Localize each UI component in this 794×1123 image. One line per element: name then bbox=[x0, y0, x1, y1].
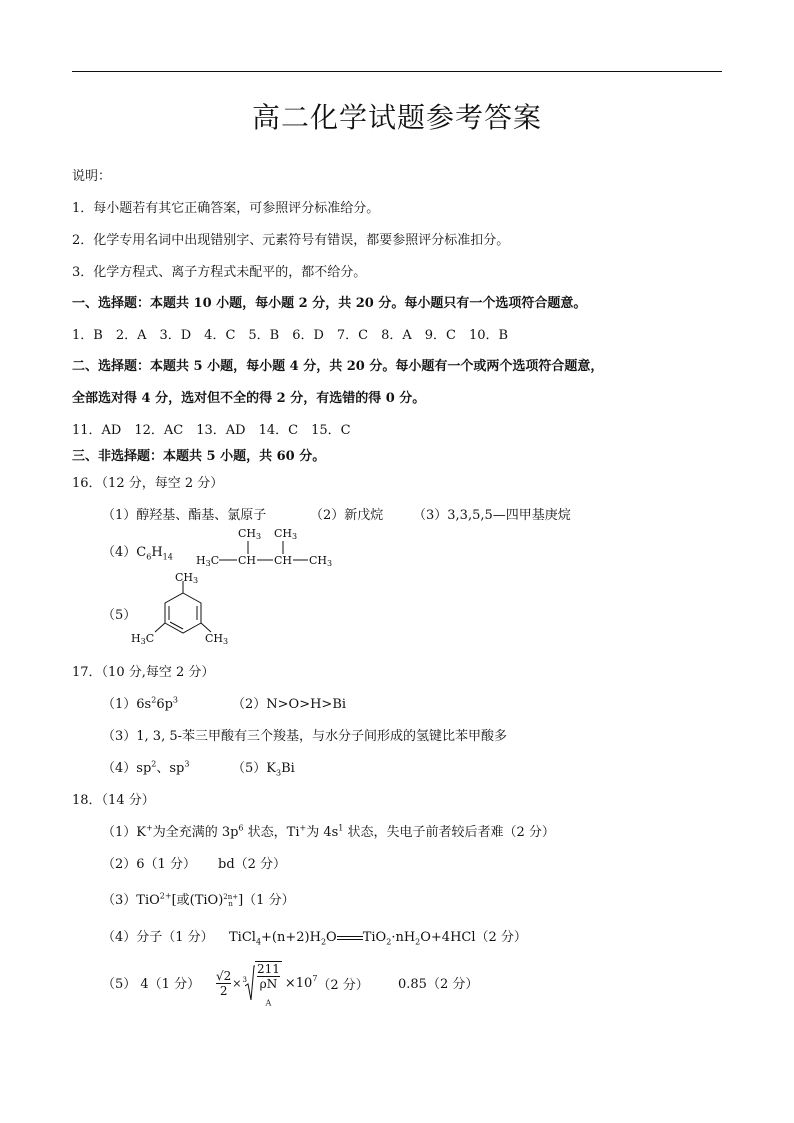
equation-sign bbox=[337, 936, 363, 940]
numerator: 211 bbox=[256, 962, 280, 976]
methyl-label: CH3 bbox=[274, 527, 298, 541]
superscript: + bbox=[299, 823, 307, 833]
bond bbox=[201, 623, 211, 632]
text: 为 4s bbox=[306, 825, 339, 840]
section-2-heading-2: 全部选对得 4 分，选对但不全的得 2 分，有选错的得 0 分。 bbox=[72, 391, 426, 406]
superscript: 6 bbox=[238, 823, 244, 833]
charge-stack bbox=[223, 894, 238, 908]
methyl-label: CH3 bbox=[238, 527, 262, 541]
numerator: √2 bbox=[216, 968, 232, 983]
q18-answer-4-equation bbox=[229, 926, 527, 945]
q17-answer-5 bbox=[232, 757, 295, 776]
q16-answer-3: （3）3,3,5,5—四甲基庚烷 bbox=[413, 508, 571, 523]
config-part: 6p bbox=[156, 697, 173, 712]
q16-heading: 16．（12 分，每空 2 分） bbox=[72, 476, 224, 491]
note-1: 1．每小题若有其它正确答案，可参照评分标准给分。 bbox=[72, 201, 380, 216]
superscript: 2 bbox=[151, 695, 157, 705]
notes-heading: 说明： bbox=[72, 169, 112, 184]
config-part: 6s bbox=[136, 697, 152, 712]
section-1-answers: 1．B 2．A 3．D 4．C 5．B 6．D 7．C 8．A 9．C 10．B bbox=[72, 328, 509, 343]
subscript: A bbox=[265, 998, 272, 1008]
q17-answer-2: （2）N>O>H>Bi bbox=[232, 697, 347, 712]
q18-answer-5-formula: $\frac{√2}{2}$ × 3 211 ρN $_A$ ×10 7 （2 分） bbox=[216, 962, 369, 1008]
q17-answer-3: （3）1, 3, 5-苯三甲酸有三个羧基，与水分子间形成的氢键比苯甲酸多 bbox=[102, 729, 508, 744]
text: [或(TiO) bbox=[171, 893, 224, 908]
q17-answer-1 bbox=[102, 693, 178, 712]
hybrid: sp bbox=[136, 761, 152, 776]
formula: TiO bbox=[362, 930, 387, 945]
q18-answer-2a: （2）6（1 分） bbox=[102, 857, 196, 872]
subscript: 2 bbox=[415, 937, 421, 947]
page-title: 高二化学试题参考答案 bbox=[251, 101, 542, 134]
times-sign: × bbox=[232, 976, 242, 990]
double-bond bbox=[170, 622, 183, 629]
radical-icon bbox=[242, 964, 255, 1002]
formula: K bbox=[266, 761, 276, 776]
section-2-heading-1: 二、选择题：本题共 5 小题，每小题 4 分，共 20 分。每小题有一个或两个选项符合题意， bbox=[72, 359, 604, 374]
note-3: 3．化学方程式、离子方程式未配平的，都不给分。 bbox=[72, 265, 367, 280]
fraction-2 bbox=[255, 961, 282, 1008]
formula: O bbox=[326, 930, 337, 945]
q18-answer-5a: （5） 4（1 分） bbox=[102, 977, 201, 992]
q16-structure-4 bbox=[190, 524, 340, 570]
label-4: （4） bbox=[102, 545, 137, 560]
formula-c: C bbox=[136, 545, 147, 560]
left-methyl-label: H3C bbox=[131, 632, 155, 646]
formula: +(n+2)H bbox=[261, 930, 321, 945]
bond bbox=[155, 623, 165, 632]
section-3-heading: 三、非选择题：本题共 5 小题，共 60 分。 bbox=[72, 449, 326, 464]
text: （1）K bbox=[102, 825, 146, 840]
ch-label: CH bbox=[274, 554, 293, 567]
subscript: 4 bbox=[255, 937, 262, 947]
label: （5） bbox=[232, 761, 267, 776]
h3c-label: H3C bbox=[196, 554, 220, 568]
formula-h: H bbox=[151, 545, 163, 560]
superscript: 3 bbox=[172, 695, 179, 705]
note-2: 2．化学专用名词中出现错别字、元素符号有错误，都要参照评分标准扣分。 bbox=[72, 233, 510, 248]
root-index: 3 bbox=[242, 976, 247, 984]
superscript: + bbox=[145, 823, 153, 833]
superscript: 3 bbox=[184, 759, 190, 769]
label: （4） bbox=[102, 761, 137, 776]
section-2-answers: 11．AD 12．AC 13．AD 14．C 15．C bbox=[72, 423, 351, 438]
text: ]（1 分） bbox=[238, 893, 295, 908]
top-methyl-label: CH3 bbox=[175, 571, 199, 585]
ch3-end-label: CH3 bbox=[309, 554, 333, 568]
subscript: n bbox=[228, 899, 233, 908]
formula-sub: 14 bbox=[162, 552, 173, 562]
q16-structure-5 bbox=[125, 571, 235, 649]
q16-answer-5-label: （5） bbox=[102, 608, 137, 623]
denominator bbox=[257, 977, 280, 1008]
superscript: 2n+ bbox=[223, 892, 239, 901]
superscript: 2+ bbox=[159, 891, 172, 901]
fraction-1 bbox=[216, 969, 231, 998]
subscript: 2 bbox=[320, 937, 327, 947]
q18-answer-4a: （4）分子（1 分） bbox=[102, 930, 214, 945]
formula: O+4HCl（2 分） bbox=[420, 930, 527, 945]
text: （3）TiO bbox=[102, 893, 160, 908]
score-text: （2 分） bbox=[317, 977, 369, 993]
right-methyl-label: CH3 bbox=[205, 632, 229, 646]
hybrid: 、sp bbox=[156, 761, 185, 776]
denominator-text: ρN bbox=[259, 977, 278, 991]
benzene-ring bbox=[165, 593, 201, 633]
ch-label: CH bbox=[238, 554, 257, 567]
denominator: 2 bbox=[219, 983, 228, 998]
power-base: ×10 bbox=[284, 975, 313, 991]
q18-answer-2b: bd（2 分） bbox=[218, 857, 287, 872]
superscript: 2 bbox=[151, 759, 157, 769]
q18-answer-5d: 0.85（2 分） bbox=[398, 977, 479, 992]
q18-answer-1 bbox=[102, 821, 555, 840]
superscript: 1 bbox=[338, 823, 344, 833]
q17-answer-4 bbox=[102, 757, 189, 776]
q16-answer-2: （2）新戊烷 bbox=[310, 508, 384, 523]
text: 状态，Ti bbox=[243, 825, 300, 840]
q16-answer-1: （1）醇羟基、酯基、氯原子 bbox=[102, 508, 267, 523]
q16-answer-4 bbox=[102, 541, 173, 560]
formula: Bi bbox=[281, 761, 295, 776]
subscript: 3 bbox=[276, 768, 282, 778]
top-rule bbox=[72, 71, 722, 72]
text: 状态，失电子前者较后者难（2 分） bbox=[343, 825, 555, 840]
q17-heading: 17．（10 分,每空 2 分） bbox=[72, 665, 215, 680]
q18-heading: 18．（14 分） bbox=[72, 793, 155, 808]
subscript: 2 bbox=[386, 937, 392, 947]
q18-answer-3 bbox=[102, 889, 295, 908]
formula: ·nH bbox=[391, 930, 416, 945]
text: 为全充满的 3p bbox=[152, 825, 239, 840]
formula: TiCl bbox=[229, 930, 256, 945]
formula-sub: 6 bbox=[146, 552, 152, 562]
label: （1） bbox=[102, 697, 137, 712]
section-1-heading: 一、选择题：本题共 10 小题，每小题 2 分，共 20 分。每小题只有一个选项符合题意。 bbox=[72, 296, 587, 311]
